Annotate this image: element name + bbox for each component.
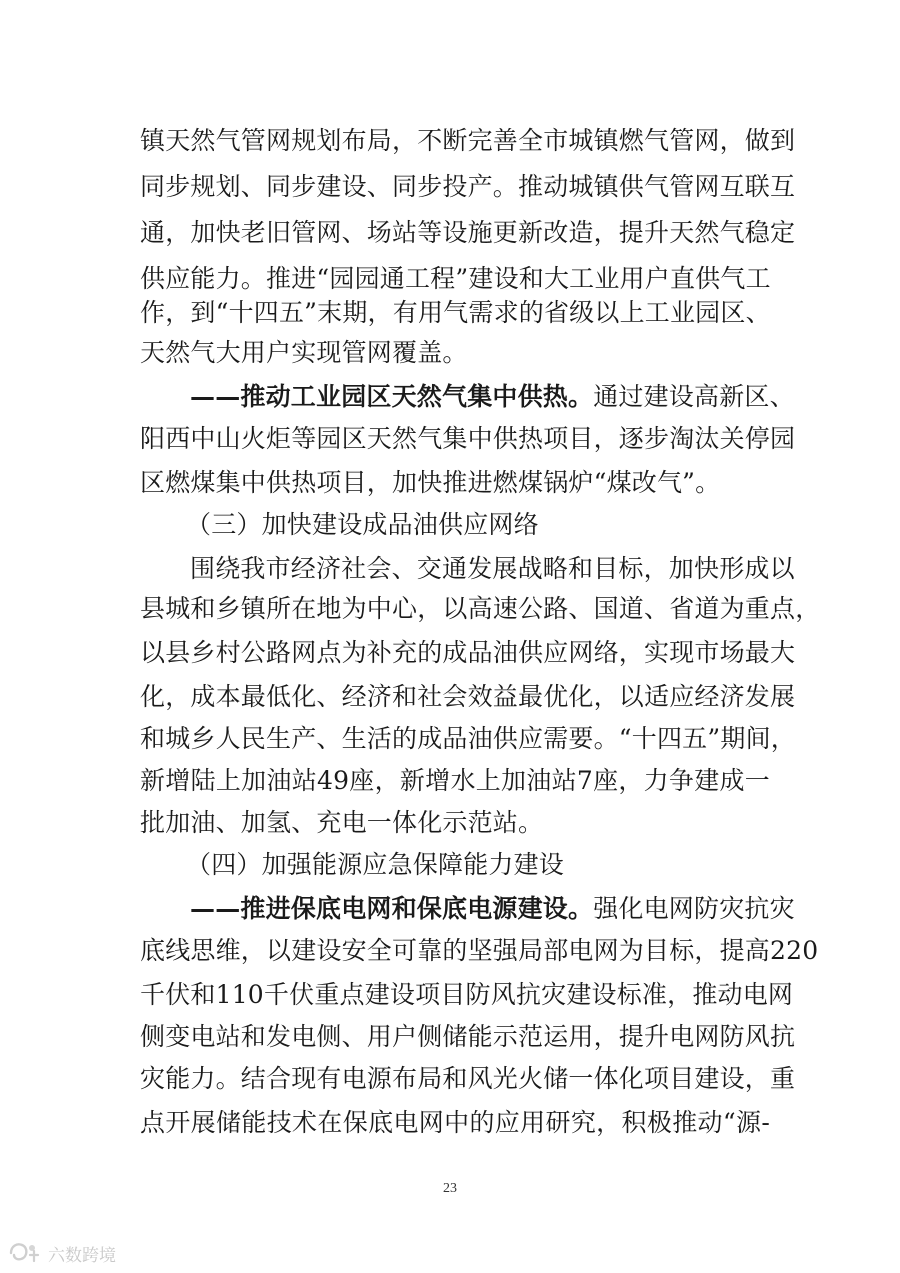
paragraph-line: 新增陆上加油站49座，新增水上加油站7座，力争建成一 [140,766,770,795]
paragraph-line: 批加油、加氢、充电一体化示范站。 [140,808,544,837]
paragraph-line: 供应能力。推进“园园通工程”建设和大工业用户直供气工 [140,264,771,293]
subheading-rest: 通过建设高新区、 [593,382,795,411]
watermark-logo-icon [8,1241,42,1265]
paragraph-line: 阳西中山火炬等园区天然气集中供热项目，逐步淘汰关停园 [140,424,796,453]
subheading-line [190,380,795,414]
paragraph-line: 化，成本最低化、经济和社会效益最优化，以适应经济发展 [140,682,796,711]
watermark [8,1240,116,1266]
subheading-bold: ——推进保底电网和保底电源建设。 [190,894,594,923]
page-number: 23 [443,1181,457,1196]
paragraph-line: 底线思维，以建设安全可靠的坚强局部电网为目标，提高220 [140,936,819,965]
section-heading: （四）加强能源应急保障能力建设 [186,850,565,879]
watermark-text: 六数跨境 [48,1245,116,1266]
paragraph-line: 千伏和110千伏重点建设项目防风抗灾建设标准，推动电网 [140,980,794,1009]
subheading-line [190,892,795,926]
paragraph-line: 围绕我市经济社会、交通发展战略和目标，加快形成以 [190,554,795,583]
paragraph-line: 作，到“十四五”末期，有用气需求的省级以上工业园区、 [140,298,771,327]
paragraph-line: 县城和乡镇所在地为中心，以高速公路、国道、省道为重点， [140,594,821,623]
subheading-bold: ——推动工业园区天然气集中供热。 [190,382,594,411]
section-heading: （三）加快建设成品油供应网络 [186,510,539,539]
paragraph-line: 通，加快老旧管网、场站等设施更新改造，提升天然气稳定 [140,218,796,247]
paragraph-line: 灾能力。结合现有电源布局和风光火储一体化项目建设，重 [140,1064,796,1093]
paragraph-line: 区燃煤集中供热项目，加快推进燃煤锅炉“煤改气”。 [140,468,721,497]
paragraph-line: 天然气大用户实现管网覆盖。 [140,338,468,367]
subheading-rest: 强化电网防灾抗灾 [593,894,795,923]
paragraph-line: 镇天然气管网规划布局，不断完善全市城镇燃气管网，做到 [140,126,796,155]
paragraph-line: 点开展储能技术在保底电网中的应用研究，积极推动“源- [140,1108,770,1137]
paragraph-line: 同步规划、同步建设、同步投产。推动城镇供气管网互联互 [140,172,796,201]
paragraph-line: 和城乡人民生产、生活的成品油供应需要。“十四五”期间， [140,724,796,753]
paragraph-line: 侧变电站和发电侧、用户侧储能示范运用，提升电网防风抗 [140,1022,796,1051]
paragraph-line: 以县乡村公路网点为补充的成品油供应网络，实现市场最大 [140,638,796,667]
